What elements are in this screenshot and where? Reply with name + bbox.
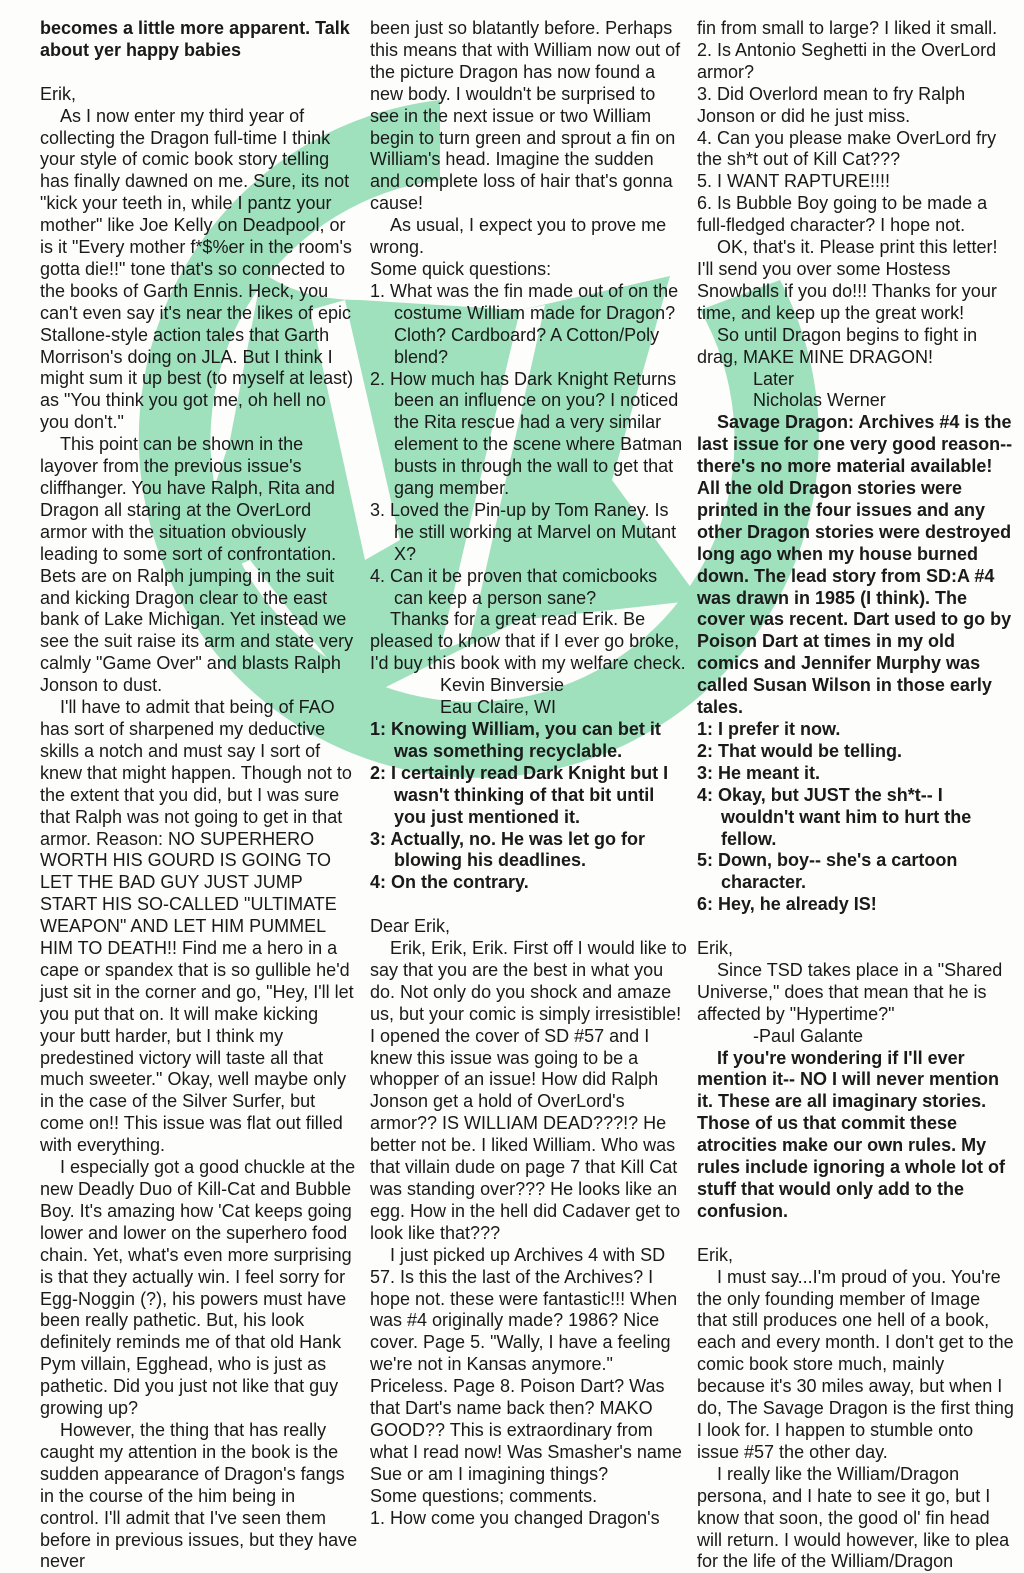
salutation: Erik,	[697, 938, 733, 959]
question-item: 4. Can you please make OverLord fry the sh*t out of Kill Cat???	[697, 127, 997, 170]
question-item: 3. Did Overlord mean to fry Ralph Jonson or did he just miss.	[697, 83, 966, 126]
answer-item: 4: Okay, but JUST the sh*t-- I wouldn't want him to hurt the fellow.	[697, 784, 972, 849]
column-middle	[370, 18, 688, 1530]
question-item: 2. How much has Dark Knight Returns been an influence on you? I noticed the Rita rescue had a very similar element to the scene where Batman busts in through the wall to get that gang member.	[370, 368, 683, 499]
letter-paragraph: Thanks for a great read Erik. Be pleased to know that if I ever go broke, I'd buy this book with my welfare check.	[370, 609, 686, 674]
signature-place: Eau Claire, WI	[440, 697, 557, 718]
question-item: 1. How come you changed Dragon's	[370, 1507, 660, 1528]
letter-paragraph: As usual, I expect you to prove me wrong.	[370, 215, 667, 258]
letter-paragraph: Since TSD takes place in a "Shared Universe," does that mean that he is affected by "Hypertime?"	[697, 959, 1003, 1024]
answer-item: 3: Actually, no. He was let go for blowing his deadlines.	[370, 828, 646, 871]
letter-paragraph: OK, that's it. Please print this letter! I'll send you over some Hostess Snowballs if you do!!! Thanks for your time, and keep up the great work!	[697, 237, 998, 323]
letter-paragraph: However, the thing that has really caught my attention in the book is the sudden appearance of Dragon's fangs in the course of the him being in control. I'll admit that I've seen them before in previous issues, but they have never	[40, 1419, 358, 1572]
salutation: Dear Erik,	[370, 916, 451, 937]
questions-intro: Some quick questions:	[370, 258, 552, 279]
answer-item: 4: On the contrary.	[370, 872, 529, 893]
answer-item: 1: I prefer it now.	[697, 719, 841, 739]
letter-paragraph: Erik, Erik, Erik. First off I would like to say that you are the best in what you do. Not only do you shock and amaze us, but your comic is simply irresistible! I opened the cover of SD #57 and I knew this issue was going to be a whopper of an issue! How did Ralph Jonson get a hold of OverLord's armor?? IS WILLIAM DEAD???!? He better not be. I liked William. Who was that villain dude on page 7 that Kill Cat was standing over??? He looks like an egg. How in the hell did Cadaver get to look like that???	[370, 938, 687, 1243]
answer-item: 6: Hey, he already IS!	[697, 894, 877, 915]
question-item: 5. I WANT RAPTURE!!!!	[697, 171, 891, 192]
letter-paragraph: As I now enter my third year of collecting the Dragon full-time I think your style of comic book story telling has finally dawned on me. Sure, its not "kick your teeth in, while I pantz your mother" like Joe Kelly on Deadpool, or is it "Every mother f*$%er in the room's gotta die!!" tone that's so connected to the books of Garth Ennis. Heck, you can't even say it's near the likes of epic Stallone-style action tales that Garth Morrison's doing on JLA. But I think I might sum it up best (to myself at least) as "You think you got me, oh hell no you don't."	[40, 105, 354, 433]
column-right	[697, 18, 1015, 1573]
column-left	[40, 18, 358, 1573]
salutation: Erik,	[40, 83, 76, 104]
letter-paragraph: been just so blatantly before. Perhaps this means that with William now out of the picture Dragon has now found a new body. I wouldn't be surprised to see in the next issue or two William begin to turn green and sprout a fin on William's head. Imagine the sudden and complete loss of hair that's gonna cause!	[370, 18, 681, 214]
question-item: 4. Can it be proven that comicbooks can keep a person sane?	[370, 565, 658, 608]
letter-paragraph: I'll have to admit that being of FAO has sort of sharpened my deductive skills a notch and must say I sort of knew that might happen. Though not to the extent that you did, but I was sure that Ralph was not going to get in that armor. Reason: NO SUPERHERO WORTH HIS GOURD IS GOING TO LET THE BAD GUY JUST JUMP START HIS SO-CALLED "ULTIMATE WEAPON" AND LET HIM PUMMEL HIM TO DEATH!! Find me a hero in a cape or spandex that is so gullible he'd just sit in the corner and go, "Hey, I'll let you put that on. It will make kicking your butt harder, but I think my predestined victory will taste all that much sweeter." Okay, well maybe only in the case of the Silver Surfer, but come on!! This issue was flat out filled with everything.	[40, 697, 354, 1156]
question-item: 3. Loved the Pin-up by Tom Raney. Is he still working at Marvel on Mutant X?	[370, 499, 677, 564]
signature-name: -Paul Galante	[753, 1025, 864, 1046]
signature-name: Nicholas Werner	[753, 390, 886, 411]
answer-item: 1: Knowing William, you can bet it was something recyclable.	[370, 719, 661, 761]
questions-intro: Some questions; comments.	[370, 1485, 598, 1506]
answer-item: 2: I certainly read Dark Knight but I wasn't thinking of that bit until you just mentioned it.	[370, 762, 669, 827]
signature-name: Kevin Binversie	[440, 675, 565, 696]
salutation: Erik,	[697, 1244, 733, 1265]
editor-reply: If you're wondering if I'll ever mention it-- NO I will never mention it. These are all imaginary stories. Those of us that commit these atrocities make our own rules. My rules include ignoring a whole lot of stuff that would only add to the confusion.	[697, 1047, 1006, 1221]
answer-item: 2: That would be telling.	[697, 740, 902, 761]
letter-paragraph: I really like the William/Dragon persona, and I hate to see it go, but I know that soon, the good ol' fin head will return. I would however, like to plea for the life of the William/Dragon	[697, 1463, 1010, 1572]
letter-paragraph: I must say...I'm proud of you. You're the only founding member of Image that still produces one hell of a book, each and every month. I don't get to the comic book store much, mainly because it's 30 miles away, but when I do, The Savage Dragon is the first thing I look for. I happen to stumble onto issue #57 the other day.	[697, 1266, 1014, 1462]
letter-paragraph: This point can be shown in the layover from the previous issue's cliffhanger. You have Ralph, Rita and Dragon all staring at the OverLord armor with the situation obviously leading to some sort of confrontation. Bets are on Ralph jumping in the suit and kicking Dragon clear to the east bank of Lake Michigan. Yet instead we see the suit raise its arm and state very calmly "Game Over" and blasts Ralph Jonson to dust.	[40, 434, 354, 696]
letter-paragraph: So until Dragon begins to fight in drag, MAKE MINE DRAGON!	[697, 324, 978, 367]
answer-item: 5: Down, boy-- she's a cartoon character.	[697, 850, 958, 893]
question-item: fin from small to large? I liked it small.	[697, 18, 998, 38]
question-item: 6. Is Bubble Boy going to be made a full-fledged character? I hope not.	[697, 193, 988, 236]
signature-closing: Later	[753, 368, 795, 389]
answer-item: 3: He meant it.	[697, 762, 821, 783]
editor-reply: Savage Dragon: Archives #4 is the last issue for one very good reason-- there's no more material available! All the old Dragon stories were printed in the four issues and any other Dragon stories were destroyed long ago when my house burned down. The lead story from SD:A #4 was drawn in 1985 (I think). The cover was recent. Dart used to go by Poison Dart at times in my old comics and Jennifer Murphy was called Susan Wilson in those early tales.	[697, 412, 1013, 718]
question-item: 2. Is Antonio Seghetti in the OverLord armor?	[697, 39, 997, 82]
carryover-reply: becomes a little more apparent. Talk about yer happy babies	[40, 18, 350, 60]
letter-paragraph: I just picked up Archives 4 with SD 57. Is this the last of the Archives? I hope not. these were fantastic!!! When was #4 originally made? 1986? Nice cover. Page 5. "Wally, I have a feeling we're not in Kansas anymore." Priceless. Page 8. Poison Dart? Was that Dart's name back then? MAKO GOOD?? This is extraordinary from what I read now! Was Smasher's name Sue or am I imagining things?	[370, 1244, 682, 1484]
letter-paragraph: I especially got a good chuckle at the new Deadly Duo of Kill-Cat and Bubble Boy. It's amazing how 'Cat keeps going lower and lower on the superhero food chain. Yet, what's even more surprising is that they actually win. I feel sorry for Egg-Noggin (?), his powers must have been really pathetic. But, his look definitely reminds me of that old Hank Pym villain, Egghead, who is just as pathetic. Did you just not like that guy growing up?	[40, 1157, 356, 1419]
question-item: 1. What was the fin made out of on the costume William made for Dragon? Cloth? Cardboard? A Cotton/Poly blend?	[370, 280, 679, 367]
